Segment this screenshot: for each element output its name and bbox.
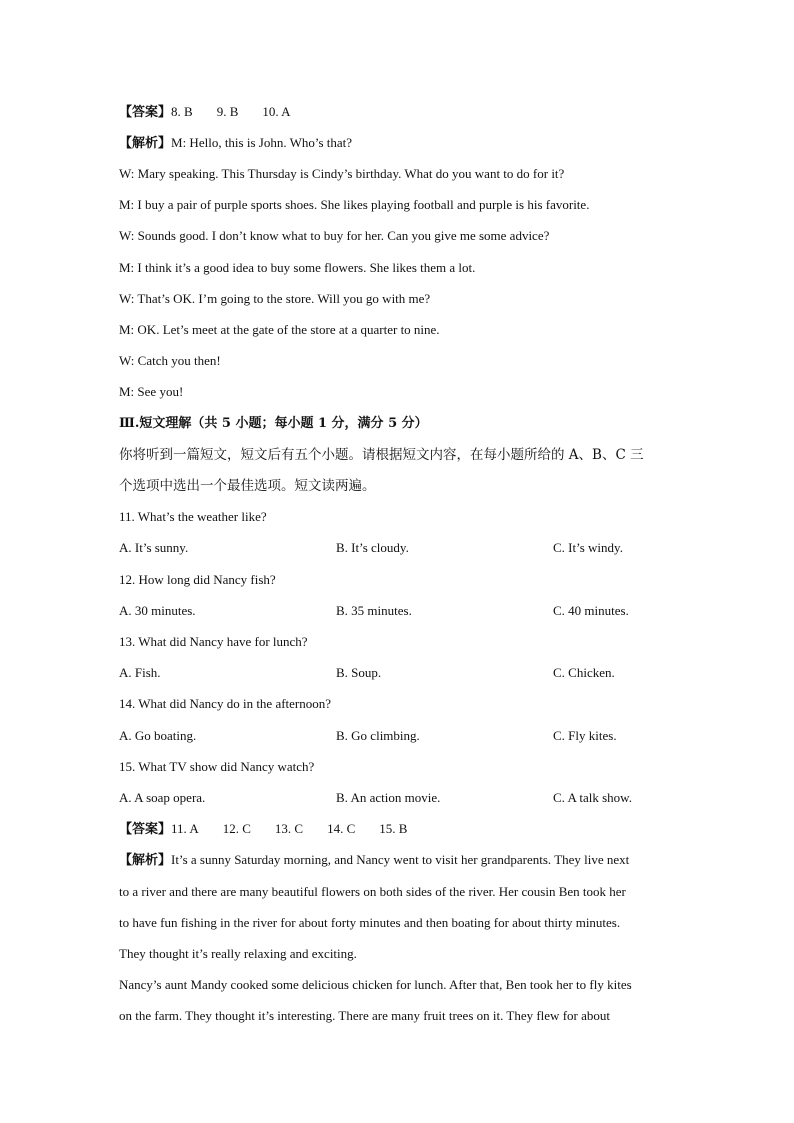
- option-14-c: C. Fly kites.: [553, 728, 617, 743]
- option-15-c: C. A talk show.: [553, 790, 632, 805]
- answer-item: 13. C: [274, 821, 304, 836]
- option-11-c: C. It’s windy.: [553, 540, 623, 555]
- analysis-passage-start: [119, 852, 629, 869]
- option-14-a: A. Go boating.: [119, 728, 197, 743]
- instructions-line: 个选项中选出一个最佳选项。短文读两遍。: [119, 478, 376, 494]
- answer-label: 【答案】: [119, 822, 172, 837]
- dialogue-line: M: See you!: [119, 384, 184, 399]
- answer-item: 8. B: [171, 104, 193, 119]
- answer-item: 11. A: [171, 821, 199, 836]
- question-11: 11. What’s the weather like?: [119, 509, 267, 524]
- question-14: 14. What did Nancy do in the afternoon?: [119, 696, 332, 711]
- passage-line: Nancy’s aunt Mandy cooked some delicious chicken for lunch. After that, Ben took her to fly kites: [119, 977, 632, 992]
- passage-line: They thought it’s really relaxing and exciting.: [119, 946, 357, 961]
- option-11-b: B. It’s cloudy.: [336, 540, 409, 555]
- section-heading: Ⅲ.短文理解（共 5 小题；每小题 1 分，满分 5 分）: [119, 416, 428, 431]
- option-13-a: A. Fish.: [119, 665, 161, 680]
- answer-item: 9. B: [216, 104, 239, 119]
- dialogue-line: M: OK. Let’s meet at the gate of the store at a quarter to nine.: [119, 322, 440, 337]
- analysis-line-dialogue-start: [119, 135, 352, 152]
- option-15-a: A. A soap opera.: [119, 790, 206, 805]
- dialogue-line: M: I buy a pair of purple sports shoes. She likes playing football and purple is his favorite.: [119, 197, 590, 212]
- passage-line: to have fun fishing in the river for about forty minutes and then boating for about thirty minutes.: [119, 915, 621, 930]
- question-12: 12. How long did Nancy fish?: [119, 572, 276, 587]
- passage-line: It’s a sunny Saturday morning, and Nancy went to visit her grandparents. They live next: [171, 852, 630, 867]
- dialogue-line: W: Sounds good. I don’t know what to buy for her. Can you give me some advice?: [119, 228, 550, 243]
- question-13: 13. What did Nancy have for lunch?: [119, 634, 308, 649]
- option-14-b: B. Go climbing.: [336, 728, 420, 743]
- option-13-c: C. Chicken.: [553, 665, 615, 680]
- instructions-line: 你将听到一篇短文，短文后有五个小题。请根据短文内容，在每小题所给的 A、B、C 三: [119, 447, 644, 463]
- option-15-b: B. An action movie.: [336, 790, 441, 805]
- answer-line-11-15: [119, 821, 407, 838]
- dialogue-line: M: Hello, this is John. Who’s that?: [171, 135, 353, 150]
- dialogue-line: M: I think it’s a good idea to buy some flowers. She likes them a lot.: [119, 260, 476, 275]
- passage-line: to a river and there are many beautiful flowers on both sides of the river. Her cousin Ben took her: [119, 884, 626, 899]
- analysis-label: 【解析】: [119, 853, 172, 868]
- dialogue-line: W: Catch you then!: [119, 353, 221, 368]
- answer-item: 14. C: [327, 821, 356, 836]
- answer-item: 15. B: [379, 821, 408, 836]
- answer-item: 10. A: [262, 104, 291, 119]
- answer-item: 12. C: [222, 821, 251, 836]
- option-13-b: B. Soup.: [336, 665, 382, 680]
- analysis-label: 【解析】: [119, 136, 172, 151]
- option-12-b: B. 35 minutes.: [336, 603, 412, 618]
- option-12-a: A. 30 minutes.: [119, 603, 196, 618]
- passage-line: on the farm. They thought it’s interesting. There are many fruit trees on it. They flew for about: [119, 1008, 610, 1023]
- option-11-a: A. It’s sunny.: [119, 540, 189, 555]
- answer-line-8-10: [119, 104, 291, 121]
- option-12-c: C. 40 minutes.: [553, 603, 629, 618]
- answer-label: 【答案】: [119, 105, 172, 120]
- dialogue-line: W: That’s OK. I’m going to the store. Will you go with me?: [119, 291, 431, 306]
- dialogue-line: W: Mary speaking. This Thursday is Cindy’s birthday. What do you want to do for it?: [119, 166, 565, 181]
- question-15: 15. What TV show did Nancy watch?: [119, 759, 315, 774]
